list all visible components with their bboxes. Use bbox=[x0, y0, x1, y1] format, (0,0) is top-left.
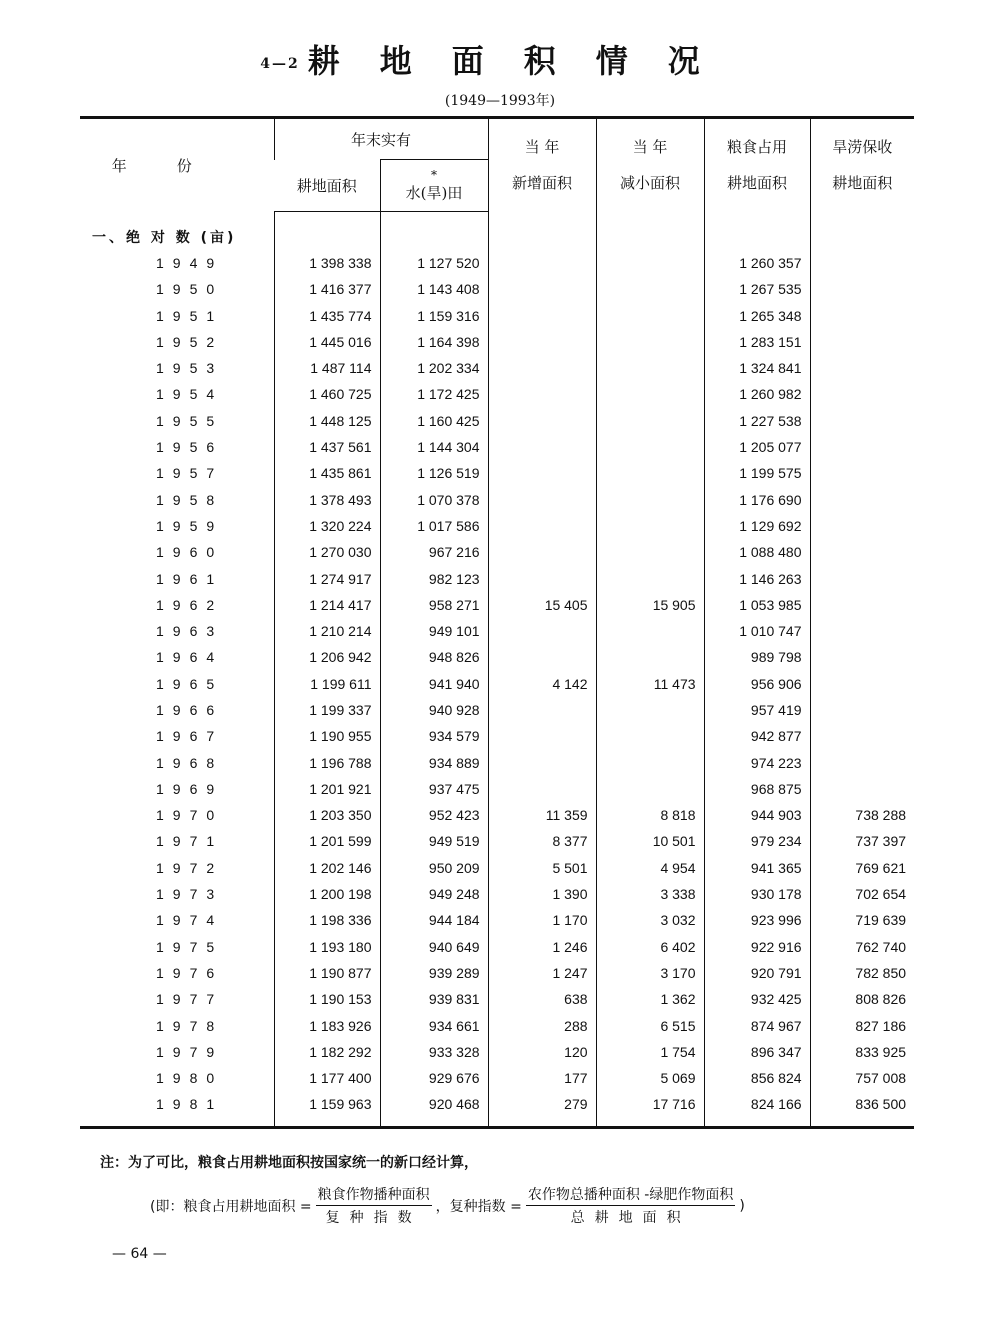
header-paddy: * 水(旱)田 bbox=[380, 160, 488, 211]
cell-total: 1 437 561 bbox=[274, 434, 380, 460]
table-row bbox=[80, 881, 914, 907]
cell-year: 1954 bbox=[156, 386, 224, 403]
cell-total: 1 183 926 bbox=[274, 1012, 380, 1038]
cell-secure bbox=[810, 381, 914, 407]
cell-year: 1967 bbox=[156, 728, 224, 745]
table-row bbox=[80, 960, 914, 986]
cell-added bbox=[488, 355, 596, 381]
cell-paddy: 1 143 408 bbox=[380, 276, 488, 302]
cell-year: 1953 bbox=[156, 360, 224, 377]
cell-added bbox=[488, 276, 596, 302]
cell-secure: 738 288 bbox=[810, 802, 914, 828]
cell-reduced bbox=[596, 697, 704, 723]
cell-total: 1 201 599 bbox=[274, 828, 380, 854]
cell-secure bbox=[810, 749, 914, 775]
cell-year: 1961 bbox=[156, 570, 224, 587]
cell-paddy: 949 519 bbox=[380, 828, 488, 854]
cell-secure bbox=[810, 565, 914, 591]
cell-grain: 1 146 263 bbox=[704, 565, 810, 591]
cell-grain: 824 166 bbox=[704, 1091, 810, 1127]
table-row bbox=[80, 302, 914, 328]
cell-added: 279 bbox=[488, 1091, 596, 1127]
cell-total: 1 190 153 bbox=[274, 986, 380, 1012]
cell-reduced bbox=[596, 644, 704, 670]
cell-paddy: 941 940 bbox=[380, 671, 488, 697]
formula-fraction-1: $\frac{\text{粮食作物播种面积}}{\text{复种指数}}$ bbox=[316, 1184, 432, 1227]
cell-added: 1 390 bbox=[488, 881, 596, 907]
cell-total: 1 435 774 bbox=[274, 302, 380, 328]
section-label: 一、绝 对 数 (亩) bbox=[92, 229, 237, 246]
cell-total: 1 182 292 bbox=[274, 1039, 380, 1065]
table-row bbox=[80, 776, 914, 802]
cell-secure bbox=[810, 539, 914, 565]
cell-reduced bbox=[596, 776, 704, 802]
cell-secure: 769 621 bbox=[810, 855, 914, 881]
page-number: — 64 — bbox=[112, 1246, 167, 1262]
cell-added bbox=[488, 434, 596, 460]
cell-total: 1 416 377 bbox=[274, 276, 380, 302]
table-row bbox=[80, 513, 914, 539]
cell-paddy: 929 676 bbox=[380, 1065, 488, 1091]
table-code: 4—2 bbox=[260, 55, 300, 72]
cell-grain: 1 227 538 bbox=[704, 408, 810, 434]
cell-year: 1966 bbox=[156, 701, 224, 718]
cell-reduced bbox=[596, 381, 704, 407]
cell-secure bbox=[810, 408, 914, 434]
cell-added bbox=[488, 329, 596, 355]
cell-reduced bbox=[596, 513, 704, 539]
cell-year: 1974 bbox=[156, 912, 224, 929]
cell-secure bbox=[810, 250, 914, 276]
table-row bbox=[80, 723, 914, 749]
table-row bbox=[80, 828, 914, 854]
cell-reduced: 6 402 bbox=[596, 934, 704, 960]
cell-grain: 974 223 bbox=[704, 749, 810, 775]
table-title: 耕地面积情况 bbox=[307, 42, 740, 80]
table-row bbox=[80, 855, 914, 881]
cell-reduced: 3 338 bbox=[596, 881, 704, 907]
cell-added bbox=[488, 644, 596, 670]
cell-reduced bbox=[596, 723, 704, 749]
cell-grain: 944 903 bbox=[704, 802, 810, 828]
cell-added bbox=[488, 460, 596, 486]
cell-secure bbox=[810, 644, 914, 670]
cell-reduced bbox=[596, 276, 704, 302]
cell-grain: 932 425 bbox=[704, 986, 810, 1012]
cell-paddy: 1 126 519 bbox=[380, 460, 488, 486]
cell-grain: 930 178 bbox=[704, 881, 810, 907]
cell-secure bbox=[810, 434, 914, 460]
table-row bbox=[80, 460, 914, 486]
cell-year: 1951 bbox=[156, 307, 224, 324]
cell-reduced bbox=[596, 408, 704, 434]
cell-secure: 833 925 bbox=[810, 1039, 914, 1065]
cell-year: 1950 bbox=[156, 281, 224, 298]
table-row bbox=[80, 355, 914, 381]
cell-total: 1 190 955 bbox=[274, 723, 380, 749]
cell-added bbox=[488, 723, 596, 749]
cell-grain: 1 199 575 bbox=[704, 460, 810, 486]
table-row bbox=[80, 1091, 914, 1127]
cell-added bbox=[488, 381, 596, 407]
cell-paddy: 1 160 425 bbox=[380, 408, 488, 434]
cell-paddy: 944 184 bbox=[380, 907, 488, 933]
cell-paddy: 939 289 bbox=[380, 960, 488, 986]
cell-total: 1 210 214 bbox=[274, 618, 380, 644]
cell-added bbox=[488, 749, 596, 775]
cell-grain: 968 875 bbox=[704, 776, 810, 802]
cell-paddy: 1 159 316 bbox=[380, 302, 488, 328]
cell-total: 1 214 417 bbox=[274, 592, 380, 618]
cell-paddy: 949 101 bbox=[380, 618, 488, 644]
page-subtitle: (1949—1993年) bbox=[444, 93, 556, 109]
page-title bbox=[0, 36, 1000, 82]
cell-reduced bbox=[596, 329, 704, 355]
cell-total: 1 199 337 bbox=[274, 697, 380, 723]
table-row bbox=[80, 486, 914, 512]
cell-year: 1952 bbox=[156, 333, 224, 350]
cell-total: 1 177 400 bbox=[274, 1065, 380, 1091]
header-added: 当 年 新增面积 bbox=[488, 118, 596, 212]
cell-secure bbox=[810, 486, 914, 512]
cell-year: 1980 bbox=[156, 1070, 224, 1087]
cell-reduced: 17 716 bbox=[596, 1091, 704, 1127]
cell-total: 1 448 125 bbox=[274, 408, 380, 434]
table-row bbox=[80, 644, 914, 670]
cell-total: 1 200 198 bbox=[274, 881, 380, 907]
cell-grain: 922 916 bbox=[704, 934, 810, 960]
cell-reduced bbox=[596, 749, 704, 775]
cell-grain: 1 088 480 bbox=[704, 539, 810, 565]
cell-grain: 941 365 bbox=[704, 855, 810, 881]
cell-secure bbox=[810, 671, 914, 697]
cell-grain: 896 347 bbox=[704, 1039, 810, 1065]
cell-total: 1 190 877 bbox=[274, 960, 380, 986]
table-row bbox=[80, 539, 914, 565]
cell-reduced bbox=[596, 355, 704, 381]
cell-secure: 702 654 bbox=[810, 881, 914, 907]
cell-added: 177 bbox=[488, 1065, 596, 1091]
cell-added bbox=[488, 539, 596, 565]
cell-total: 1 487 114 bbox=[274, 355, 380, 381]
cell-year: 1973 bbox=[156, 886, 224, 903]
cell-reduced: 15 905 bbox=[596, 592, 704, 618]
cell-reduced bbox=[596, 302, 704, 328]
cell-reduced: 3 032 bbox=[596, 907, 704, 933]
cell-added: 1 246 bbox=[488, 934, 596, 960]
cell-paddy: 939 831 bbox=[380, 986, 488, 1012]
cell-year: 1965 bbox=[156, 675, 224, 692]
table-row bbox=[80, 1065, 914, 1091]
cell-year: 1979 bbox=[156, 1043, 224, 1060]
cell-total: 1 193 180 bbox=[274, 934, 380, 960]
cell-grain: 874 967 bbox=[704, 1012, 810, 1038]
cell-reduced: 3 170 bbox=[596, 960, 704, 986]
table-row bbox=[80, 434, 914, 460]
cell-reduced bbox=[596, 565, 704, 591]
cell-grain: 923 996 bbox=[704, 907, 810, 933]
cell-grain: 1 283 151 bbox=[704, 329, 810, 355]
cell-reduced: 6 515 bbox=[596, 1012, 704, 1038]
cell-secure bbox=[810, 355, 914, 381]
cell-secure bbox=[810, 592, 914, 618]
cell-reduced: 5 069 bbox=[596, 1065, 704, 1091]
cell-year: 1955 bbox=[156, 412, 224, 429]
cell-added bbox=[488, 302, 596, 328]
table-row bbox=[80, 329, 914, 355]
cell-total: 1 435 861 bbox=[274, 460, 380, 486]
cell-grain: 856 824 bbox=[704, 1065, 810, 1091]
cell-paddy: 934 889 bbox=[380, 749, 488, 775]
cell-paddy: 1 127 520 bbox=[380, 250, 488, 276]
table-row bbox=[80, 934, 914, 960]
cell-total: 1 202 146 bbox=[274, 855, 380, 881]
cell-reduced: 8 818 bbox=[596, 802, 704, 828]
cell-secure: 737 397 bbox=[810, 828, 914, 854]
table-row bbox=[80, 802, 914, 828]
cell-added bbox=[488, 513, 596, 539]
cell-added: 288 bbox=[488, 1012, 596, 1038]
cell-grain: 1 324 841 bbox=[704, 355, 810, 381]
cell-added: 5 501 bbox=[488, 855, 596, 881]
cell-total: 1 445 016 bbox=[274, 329, 380, 355]
cell-total: 1 199 611 bbox=[274, 671, 380, 697]
cell-reduced bbox=[596, 250, 704, 276]
cell-year: 1981 bbox=[80, 1091, 274, 1127]
note-text: 注：为了可比，粮食占用耕地面积按国家统一的新口经计算， bbox=[100, 1155, 478, 1171]
cell-paddy: 1 070 378 bbox=[380, 486, 488, 512]
cell-year: 1958 bbox=[156, 491, 224, 508]
cell-paddy: 934 661 bbox=[380, 1012, 488, 1038]
cell-paddy: 937 475 bbox=[380, 776, 488, 802]
cell-grain: 989 798 bbox=[704, 644, 810, 670]
cell-grain: 1 260 982 bbox=[704, 381, 810, 407]
cell-secure bbox=[810, 329, 914, 355]
cell-added bbox=[488, 697, 596, 723]
cell-year: 1971 bbox=[156, 833, 224, 850]
cell-reduced: 1 754 bbox=[596, 1039, 704, 1065]
cell-paddy: 920 468 bbox=[380, 1091, 488, 1127]
cell-secure bbox=[810, 276, 914, 302]
cell-grain: 1 053 985 bbox=[704, 592, 810, 618]
cell-paddy: 948 826 bbox=[380, 644, 488, 670]
cell-paddy: 940 649 bbox=[380, 934, 488, 960]
cell-added: 1 170 bbox=[488, 907, 596, 933]
cell-secure: 757 008 bbox=[810, 1065, 914, 1091]
cell-total: 1 270 030 bbox=[274, 539, 380, 565]
table-row bbox=[80, 618, 914, 644]
cell-paddy: 1 017 586 bbox=[380, 513, 488, 539]
cell-grain: 1 265 348 bbox=[704, 302, 810, 328]
cell-secure bbox=[810, 513, 914, 539]
table-row bbox=[80, 749, 914, 775]
cell-secure: 762 740 bbox=[810, 934, 914, 960]
cell-total: 1 398 338 bbox=[274, 250, 380, 276]
cell-year: 1972 bbox=[156, 859, 224, 876]
cell-added: 15 405 bbox=[488, 592, 596, 618]
cell-paddy: 1 144 304 bbox=[380, 434, 488, 460]
cell-total: 1 460 725 bbox=[274, 381, 380, 407]
cell-grain: 957 419 bbox=[704, 697, 810, 723]
cell-secure bbox=[810, 723, 914, 749]
cell-year: 1964 bbox=[156, 649, 224, 666]
cell-grain: 1 129 692 bbox=[704, 513, 810, 539]
cell-total: 1 196 788 bbox=[274, 749, 380, 775]
cell-secure bbox=[810, 776, 914, 802]
cell-year: 1968 bbox=[156, 754, 224, 771]
header-year: 年份 bbox=[80, 118, 274, 212]
cell-reduced: 4 954 bbox=[596, 855, 704, 881]
cell-added: 1 247 bbox=[488, 960, 596, 986]
cell-total: 1 320 224 bbox=[274, 513, 380, 539]
cell-year: 1969 bbox=[156, 780, 224, 797]
table-row bbox=[80, 592, 914, 618]
cell-year: 1975 bbox=[156, 938, 224, 955]
cell-total: 1 203 350 bbox=[274, 802, 380, 828]
cell-paddy: 1 164 398 bbox=[380, 329, 488, 355]
cell-reduced bbox=[596, 460, 704, 486]
cell-year: 1963 bbox=[156, 623, 224, 640]
cell-secure bbox=[810, 618, 914, 644]
table-row bbox=[80, 1012, 914, 1038]
cell-year: 1976 bbox=[156, 964, 224, 981]
cell-added: 11 359 bbox=[488, 802, 596, 828]
cell-year: 1956 bbox=[156, 439, 224, 456]
table-row bbox=[80, 986, 914, 1012]
cell-year: 1977 bbox=[156, 991, 224, 1008]
cell-year: 1970 bbox=[156, 807, 224, 824]
cell-year: 1959 bbox=[156, 517, 224, 534]
cell-total: 1 274 917 bbox=[274, 565, 380, 591]
cell-added bbox=[488, 250, 596, 276]
header-grain: 粮食占用 耕地面积 bbox=[704, 118, 810, 212]
cell-reduced: 1 362 bbox=[596, 986, 704, 1012]
table-row bbox=[80, 250, 914, 276]
table-row bbox=[80, 1039, 914, 1065]
cell-paddy: 949 248 bbox=[380, 881, 488, 907]
cell-paddy: 950 209 bbox=[380, 855, 488, 881]
cell-year: 1957 bbox=[156, 465, 224, 482]
cell-grain: 1 010 747 bbox=[704, 618, 810, 644]
cell-added bbox=[488, 565, 596, 591]
table-row bbox=[80, 671, 914, 697]
cell-paddy: 952 423 bbox=[380, 802, 488, 828]
cell-paddy: 1 172 425 bbox=[380, 381, 488, 407]
cell-reduced bbox=[596, 486, 704, 512]
cell-paddy: 958 271 bbox=[380, 592, 488, 618]
cell-reduced bbox=[596, 539, 704, 565]
section-row bbox=[80, 224, 914, 250]
header-total-bottom: 耕地面积 bbox=[274, 160, 380, 211]
cell-paddy: 967 216 bbox=[380, 539, 488, 565]
cell-grain: 979 234 bbox=[704, 828, 810, 854]
farmland-table bbox=[80, 116, 914, 1129]
cell-grain: 1 260 357 bbox=[704, 250, 810, 276]
table-row bbox=[80, 565, 914, 591]
cell-secure bbox=[810, 460, 914, 486]
cell-total: 1 201 921 bbox=[274, 776, 380, 802]
header-secure: 旱涝保收 耕地面积 bbox=[810, 118, 914, 212]
cell-year: 1949 bbox=[156, 254, 224, 271]
formula-fraction-2: $\frac{\text{农作物总播种面积 -绿肥作物面积}}{\text{总耕地面积}}$ bbox=[526, 1184, 736, 1227]
cell-reduced: 10 501 bbox=[596, 828, 704, 854]
cell-secure: 827 186 bbox=[810, 1012, 914, 1038]
table-row bbox=[80, 408, 914, 434]
cell-paddy: 934 579 bbox=[380, 723, 488, 749]
cell-paddy: 982 123 bbox=[380, 565, 488, 591]
cell-total: 1 159 963 bbox=[274, 1091, 380, 1127]
cell-year: 1978 bbox=[156, 1017, 224, 1034]
cell-secure: 808 826 bbox=[810, 986, 914, 1012]
cell-year: 1960 bbox=[156, 544, 224, 561]
table-row bbox=[80, 276, 914, 302]
cell-reduced bbox=[596, 434, 704, 460]
cell-grain: 956 906 bbox=[704, 671, 810, 697]
cell-total: 1 198 336 bbox=[274, 907, 380, 933]
cell-added bbox=[488, 618, 596, 644]
cell-added: 638 bbox=[488, 986, 596, 1012]
header-total-top: 年末实有 bbox=[274, 118, 488, 160]
table-row bbox=[80, 907, 914, 933]
cell-total: 1 378 493 bbox=[274, 486, 380, 512]
cell-added: 120 bbox=[488, 1039, 596, 1065]
cell-secure: 836 500 bbox=[810, 1091, 914, 1127]
cell-secure bbox=[810, 302, 914, 328]
cell-paddy: 933 328 bbox=[380, 1039, 488, 1065]
cell-reduced: 11 473 bbox=[596, 671, 704, 697]
cell-total: 1 206 942 bbox=[274, 644, 380, 670]
table-row bbox=[80, 381, 914, 407]
cell-grain: 1 205 077 bbox=[704, 434, 810, 460]
cell-added: 4 142 bbox=[488, 671, 596, 697]
cell-secure: 782 850 bbox=[810, 960, 914, 986]
header-reduced: 当 年 减小面积 bbox=[596, 118, 704, 212]
cell-grain: 1 267 535 bbox=[704, 276, 810, 302]
cell-reduced bbox=[596, 618, 704, 644]
cell-paddy: 940 928 bbox=[380, 697, 488, 723]
note-formula: (即：粮食占用耕地面积 = $\frac{\text{粮食作物播种面积}}{\text{复种指数}}$ ，复种指数 = $\frac{\text{农作物总播种面积 -绿肥作物面积}}{\text{总耕地面积}}$ ) bbox=[150, 1184, 745, 1227]
cell-added bbox=[488, 486, 596, 512]
cell-paddy: 1 202 334 bbox=[380, 355, 488, 381]
cell-added: 8 377 bbox=[488, 828, 596, 854]
cell-grain: 920 791 bbox=[704, 960, 810, 986]
cell-added bbox=[488, 408, 596, 434]
table-row bbox=[80, 697, 914, 723]
cell-added bbox=[488, 776, 596, 802]
cell-secure: 719 639 bbox=[810, 907, 914, 933]
cell-year: 1962 bbox=[156, 596, 224, 613]
cell-grain: 1 176 690 bbox=[704, 486, 810, 512]
cell-secure bbox=[810, 697, 914, 723]
cell-grain: 942 877 bbox=[704, 723, 810, 749]
